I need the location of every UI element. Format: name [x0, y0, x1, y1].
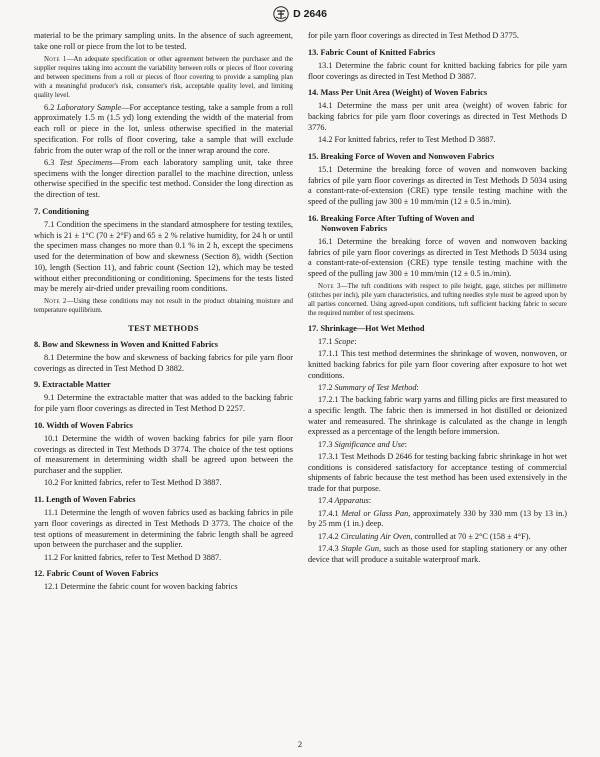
page-number: 2	[297, 739, 303, 749]
intro-paragraph: material to be the primary sampling units. In the absence of such agreement, take one roll or piece from the lot to be tested.	[34, 31, 293, 51]
note-2	[34, 297, 293, 315]
paragraph-15-1: 15.1 Determine the breaking force of woven and nonwoven backing fabrics of pile yarn floor coverings as directed in Test Methods D 5034 using a constant-rate-of-extension (CRE) type tensile testing machine with the speed of the pulling jaw 300 ± 10 mm/min (12 ± 0.5 in./min).	[308, 164, 567, 206]
note-text: —An adequate specification or other agreement between the purchaser and the supplier requires taking into account the variability between rolls or pieces of floor covering and between specimens from a roll or pieces of floor covering to provide a sampling plan with a meaningful producer's risk, consumer's risk, acceptable quality level, and limiting quality level.	[34, 55, 293, 99]
section-heading-16	[308, 214, 567, 234]
paragraph-text: , controlled at 70 ± 2°C (158 ± 4°F).	[410, 531, 531, 541]
note-text: —The tuft conditions with respect to pile height, gage, stitches per millimetre (stitches per inch), pile yarn characteristics, and tufting needles style must be agreed upon by all parties concerned. Using agreed-upon conditions, tuft sufficient backing fabric to secure the required number of test specimens.	[308, 282, 567, 317]
paragraph-text: :	[354, 336, 357, 346]
heading-line-2: Nonwoven Fabrics	[321, 223, 388, 233]
paragraph-title: Metal or Glass Pan	[341, 508, 409, 518]
note-3	[308, 282, 567, 318]
paragraph-title: Apparatus	[334, 496, 369, 506]
section-heading-12: 12. Fabric Count of Woven Fabrics	[34, 569, 159, 579]
continued-paragraph: for pile yarn floor coverings as directed in Test Method D 3775.	[308, 31, 519, 40]
paragraph-17-2-1: 17.2.1 The backing fabric warp yarns and filling picks are first measured to a specific length. The fabric then is immersed in hot distilled or deionized water and remeasured. The shrinkage is calculated as the change in length expressed as a percentage of the length before immersion.	[308, 395, 567, 437]
paragraph-17-4	[308, 496, 567, 507]
paragraph-number: 17.4	[318, 496, 333, 506]
paragraph-17-3-1: 17.3.1 Test Methods D 2646 for testing backing fabric shrinkage in hot wet conditions is considered satisfactory for acceptance testing of commercial shipments of fabric because the test method has been used extensively in the trade for that purpose.	[308, 451, 567, 493]
test-methods-heading: TEST METHODS	[128, 323, 199, 333]
paragraph-10-1: 10.1 Determine the width of woven backing fabrics for pile yarn floor coverings as directed in Test Methods D 3774. The choice of the test options of measurement in determining width shall be agreed upon between the purchaser and the supplier.	[34, 433, 293, 475]
paragraph-text: , such as those used for stapling stationery or any other device that will produce a suitable waterproof mark.	[308, 543, 567, 564]
paragraph-17-1	[308, 337, 567, 348]
left-column	[34, 31, 293, 595]
paragraph-11-1: 11.1 Determine the length of woven fabrics used as backing fabrics in pile yarn floor coverings as directed in Test Methods D 3773. The choice of the test options of measurement in determining the fabric length shall be agreed upon between the purchaser and the supplier.	[34, 508, 293, 550]
note-1	[34, 55, 293, 100]
note-label: Note 1	[44, 55, 67, 63]
paragraph-17-4-3	[308, 544, 567, 566]
paragraph-text: —For acceptance testing, take a sample from a roll approximately 1.5 m (1.5 yd) long extending the width of the material from each roll or piece in the lot, unless otherwise specified in the material specification. For rolls of floor covering, take a sample that will exclude fabric from the outer wrap of the roll or the inner wrap around the core.	[34, 102, 294, 155]
paragraph-17-2	[308, 383, 567, 394]
heading-line-1: 16. Breaking Force After Tufting of Woven and	[308, 213, 475, 223]
paragraph-text: :	[368, 496, 372, 506]
paragraph-text: , approximately 330 by 330 mm (13 by 13 in.) by 25 mm (1 in.) deep.	[308, 508, 567, 529]
astm-logo-icon	[273, 6, 289, 22]
paragraph-17-1-1: 17.1.1 This test method determines the shrinkage of woven, nonwoven, or knitted backing fabrics for pile yarn floor covering after exposure to hot wet conditions.	[308, 349, 567, 380]
section-heading-10: 10. Width of Woven Fabrics	[34, 420, 133, 430]
paragraph-17-3	[308, 440, 567, 451]
paragraph-number: 17.1	[318, 336, 333, 346]
document-designation: D 2646	[293, 8, 327, 20]
paragraph-9-1: 9.1 Determine the extractable matter that was added to the backing fabric for pile yarn floor coverings as directed in Test Method D 2257.	[34, 393, 293, 413]
paragraph-16-1: 16.1 Determine the breaking force of woven and nonwoven backing fabrics of pile yarn floor coverings as directed in Test Methods D 5034 using a constant-rate-of-extension (CRE) type tensile testing machine with the speed of the pulling jaw 300 ± 10 mm/min (12 ± 0.5 in./min).	[308, 236, 567, 278]
paragraph-number: 6.2	[44, 102, 55, 112]
section-heading-15: 15. Breaking Force of Woven and Nonwoven Fabrics	[308, 151, 495, 161]
section-heading-9: 9. Extractable Matter	[34, 380, 111, 390]
paragraph-title: Test Specimens	[59, 157, 113, 167]
paragraph-text: :	[416, 382, 419, 392]
paragraph-title: Staple Gun	[341, 543, 379, 553]
paragraph-number: 17.4.3	[318, 543, 339, 553]
paragraph-6-2	[34, 103, 293, 157]
paragraph-number: 6.3	[44, 157, 55, 167]
section-heading-11: 11. Length of Woven Fabrics	[34, 495, 136, 504]
paragraph-12-1: 12.1 Determine the fabric count for woven backing fabrics	[44, 582, 238, 592]
paragraph-6-3	[34, 158, 293, 201]
paragraph-title: Summary of Test Method	[334, 382, 417, 392]
paragraph-text: :	[404, 439, 407, 449]
note-text: —Using these conditions may not result in the product obtaining moisture and temperature equilibrium.	[34, 298, 293, 314]
paragraph-title: Significance and Use	[334, 439, 405, 449]
paragraph-10-2: 10.2 For knitted fabrics, refer to Test Method D 3887.	[44, 478, 222, 488]
paragraph-number: 17.4.1	[318, 508, 339, 518]
section-heading-14: 14. Mass Per Unit Area (Weight) of Woven Fabrics	[308, 88, 488, 98]
paragraph-14-1: 14.1 Determine the mass per unit area (weight) of woven fabric for backing fabrics for pile yarn floor coverings as directed in Test Methods D 3776.	[308, 101, 567, 132]
paragraph-8-1: 8.1 Determine the bow and skewness of backing fabrics for pile yarn floor coverings as directed in Test Method D 3882.	[34, 352, 293, 373]
paragraph-11-2: 11.2 For knitted fabrics, refer to Test Method D 3887.	[44, 552, 222, 562]
paragraph-number: 17.2	[318, 382, 333, 392]
paragraph-14-2: 14.2 For knitted fabrics, refer to Test Method D 3887.	[318, 135, 496, 144]
note-label: Note 3	[318, 282, 341, 290]
page-header	[0, 4, 600, 24]
paragraph-title: Scope	[334, 336, 355, 346]
paragraph-text: —From each laboratory sampling unit, take three specimens with the longer direction parallel to the machine direction, unless otherwise specified in the specific test method. Consider the long direction as the direction of test.	[34, 157, 293, 199]
paragraph-13-1: 13.1 Determine the fabric count for knitted backing fabrics for pile yarn floor coverings as directed in Test Method D 3887.	[308, 60, 567, 81]
section-heading-8: 8. Bow and Skewness in Woven and Knitted Fabrics	[34, 339, 219, 349]
paragraph-number: 17.4.2	[318, 531, 339, 541]
paragraph-title: Laboratory Sample	[56, 102, 122, 112]
section-heading-7: 7. Conditioning	[34, 206, 89, 216]
paragraph-title: Circulating Air Oven	[340, 531, 411, 541]
paragraph-17-4-1	[308, 509, 567, 531]
right-column	[308, 31, 567, 567]
paragraph-17-4-2	[308, 532, 567, 543]
section-heading-17: 17. Shrinkage—Hot Wet Method	[308, 323, 425, 333]
section-heading-13: 13. Fabric Count of Knitted Fabrics	[308, 47, 436, 57]
note-label: Note 2	[44, 298, 67, 305]
paragraph-number: 17.3	[318, 439, 333, 449]
paragraph-7-1: 7.1 Condition the specimens in the standard atmosphere for testing textiles, which is 21 ± 1°C (70 ± 2°F) and 65 ± 2 % relative humidity, for 24 h or until the specimen mass changes no more than 0.1 % in 2 h, except the specimens used for the determination of bow and skewness (Section 8), width (Section 10), length (Section 11), and fabric count (Section 12), which may be tested without either preconditioning or conditioning. Specimens for the tests listed may be merely air-dried under prevailing room conditions.	[34, 219, 293, 294]
